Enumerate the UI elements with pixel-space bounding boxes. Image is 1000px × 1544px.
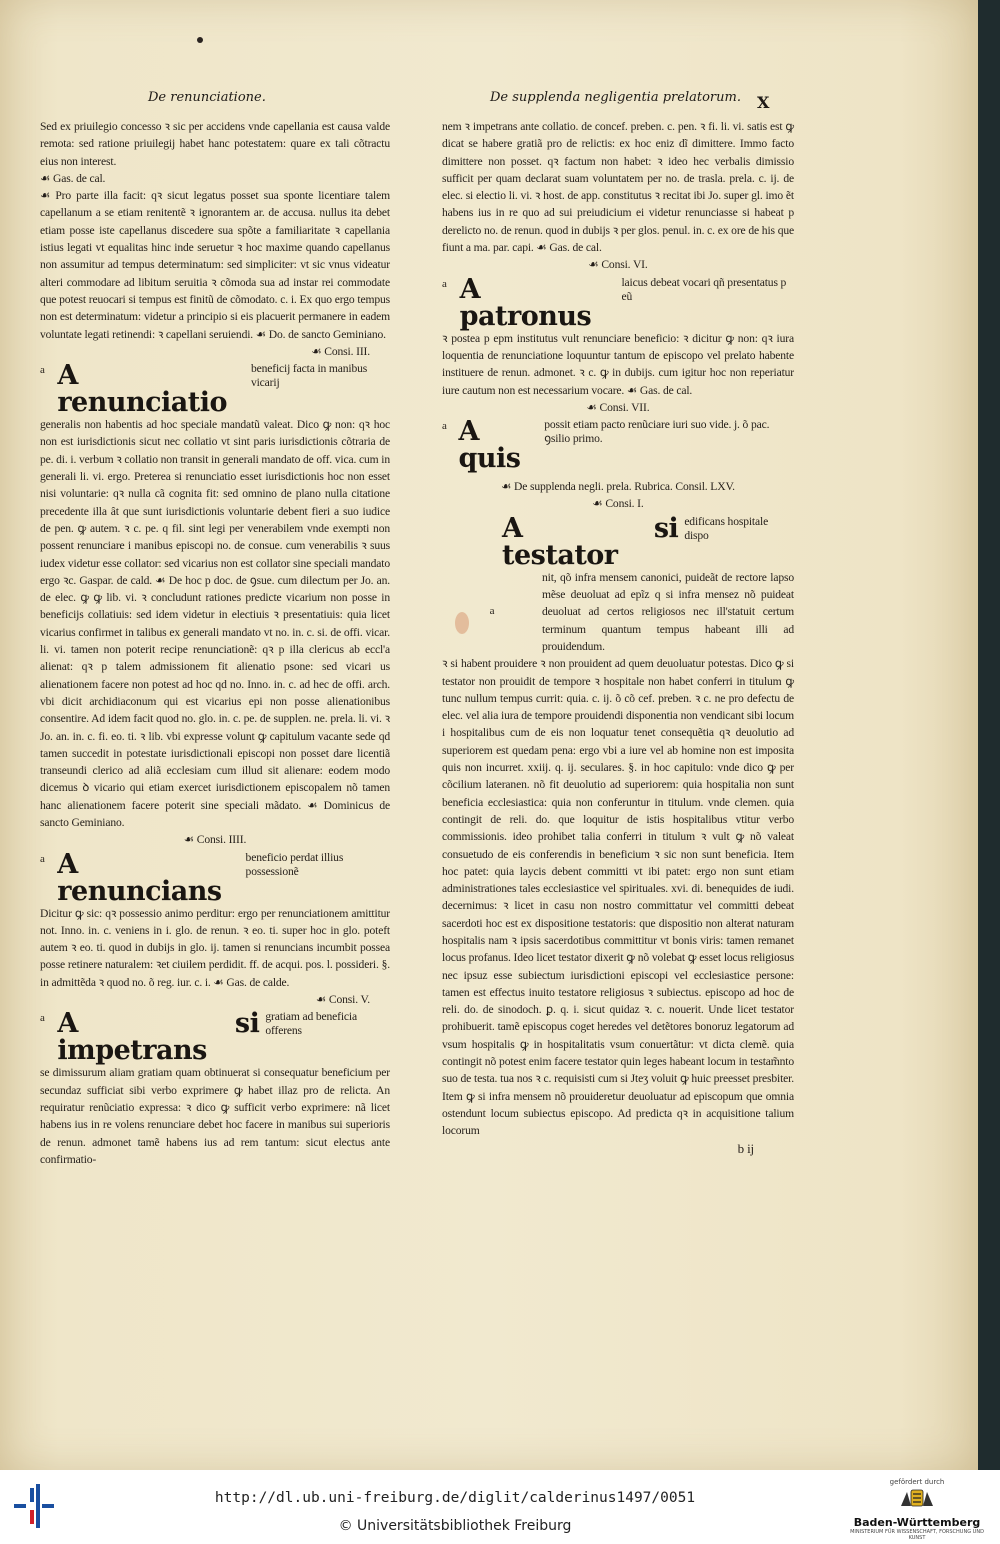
initial-row [40, 360, 390, 419]
consilium-heading: ☙ Consi. V. [315, 993, 370, 1007]
margin-mark: a [40, 364, 45, 377]
consilium-heading: ☙ Consi. IIII. [183, 833, 247, 847]
sponsor-ministry: MINISTERIUM FÜR WISSENSCHAFT, FORSCHUNG UND KUNST [850, 1529, 984, 1541]
running-head-left: De renunciatione. [148, 90, 266, 105]
ink-dot [197, 37, 203, 43]
large-initial: A quis [458, 416, 521, 475]
citation: ☙ Gas. de cal. [40, 171, 106, 185]
paragraph: nem ꝛ impetrans ante collatio. de concef. preben. c. pen. ꝛ fi. li. vi. satis est ꝙ dicat se habere gratiã pro de relictis: ex hoc eniz dĩ dimittere. Immo facto dimittere non posset. qꝛ factum non habet: ꝛ ideo hec verbalis dimissio sufficit per quam declarat suam voluntatem per no. de trasla. prela. c. ij. de elec. si electio li. vi. ꝛ host. de app. constitutus ꝛ recitat ibi Jo. super gl. imo ẽt habens ius in re quo ad sui preiudicium ei videtur renunciasse si habeat p derelicto no. de renun. quod in dubijs ꝛ per glos. penul. in. c. ex ore de his que fiunt a ma. par. capi. ☙ Gas. de cal. [442, 120, 794, 255]
running-head-right: De supplenda negligentia prelatorum. [490, 90, 741, 105]
initial-side-text: gratiam ad beneficia offerens [265, 1010, 357, 1038]
initial-side-text: beneficio perdat illius possessionẽ [245, 850, 344, 878]
margin-mark: a [40, 852, 45, 865]
paragraph: se dimissurum aliam gratiam quam obtinuerat si consequatur beneficium per secundaz sufficiat sibi verbo exprimere ꝙ habet illaz pro de relicta. An requiratur renũciatio expressa: ꝛ dico ꝙ sufficit verbo exprimere: nã licet habens ius in re volens renunciare debet hoc facere in manibus sui superioris de renun. admonet tamẽ habens ius ad rem tantum: sicut electus ante confirmatio- [40, 1066, 390, 1166]
initial-side-text: edificans hospitale dispo [684, 514, 769, 542]
rubric-heading: ☙ De supplenda negli. prela. Rubrica. Consil. LXV. [501, 480, 735, 494]
consilium-heading: ☙ Consi. I. [592, 497, 644, 511]
permalink-url[interactable]: http://dl.ub.uni-freiburg.de/diglit/calderinus1497/0051 [214, 1490, 696, 1506]
paragraph: ꝛ postea p epm institutus vult renunciare beneficio: ꝛ dicitur ꝙ non: qꝛ iura loquentia de renunciatione loquuntur tantum de episcopo vel prelato habente instituere de renun. admonet. ꝛ c. ꝙ in dubijs. cum igitur hoc non reperiatur iure cautum non est necessarium vocare. ☙ Gas. de cal. [442, 331, 794, 397]
consilium-heading: ☙ Consi. III. [311, 344, 370, 358]
initial-row [442, 512, 794, 571]
paragraph: generalis non habentis ad hoc speciale mandatũ valeat. Dico ꝙ non: qꝛ hoc non est iurisdictionis sicut nec collatio vt sint paris iurisdictionis cõtraria de pe. di. i. verbum ꝛ collatio non transit in generali mandato de off. vica. cum in generali li. vi. ergo. Preterea si renunciatio esset iurisdictionis hoc non esset nisi voluntarie: qꝛ nulla cã cognita fit: sed omnino de plano nulla citatione precedente illa ât que sunt iurisdictionis voluntarie debent fieri a suo iudice de pen. ꝙ autem. ꝛ c. pe. q fil. sint legi per venerabilem vnde exempti non possent renunciare i manibus episcopi no. de consue. cum venerabilis ꝛ suus iudex videtur esse collator: sed vicarius non est collator sine speciali mandato ergo ꝛc. Gaspar. de cald. ☙ De hoc p doc. de ꝯsue. cum dilectum per Jo. an. de elec. ꝙ ꝙ lib. vi. ꝛ concludunt rationes predicte vicarium non posse in beneficijs collatiuis: sed idem videtur in electiuis ꝛ presentatiuis: quia licet vicarius confirmet in talibus ex generali mandato vt no. in. c. si. de offi. vicar. li. vi. tamen non poterit recipe renunciationẽ: qꝛ p illa clericus ab eccl'a alienat: qꝛ p talem admissionem fit alienatio psone: sed vicari us alienationem facere non potest ad hoc qd no. Inno. in. c. ad hec de offi. arch. vbi dicit archidiaconum qui est vicarius epi non posse alienationibus consentire. Ad idem facit quod no. glo. in. c. pe. de supplen. ne. prela. li. vi. ꝛ Jo. an. in. c. fi. eo. ti. ꝛ lib. vbi expresse volunt ꝙ capitulum vacante sede qd tamen succedit in potestate iurisdictionali episcopi non posset dare licentiã transeundi clerico ad aliã ecclesiam cum illud sit alienare: eodem modo dicemus ꝺ vicario qui etiam exercet iurisdictionem episcopalem nõ tamen hanc alienationem facere poterit sine speciali mãdato. ☙ Dominicus de sancto Geminiano. [40, 418, 390, 829]
margin-mark: a [442, 277, 447, 290]
consilium-heading: ☙ Consi. VI. [588, 258, 648, 272]
paragraph: ꝛ si habent prouidere ꝛ non prouident ad quem deuoluatur potestas. Dico ꝙ si testator non prouidit de tempore ꝛ hospitale non habet conferri in titulum ꝙ tunc nullum tempus currit: quia. c. ij. õ cõ cef. preben. ꝛ c. ne pro defectu de elec. vel alia iura de tempore prouidendi disponentia non vendicant sibi locum i hospitalibus cum de eis non loquatur tenet consequẽtia qꝛ deuolutio ad superiorem est quedam pena: ergo vbi a iure vel ab homine non est imposita quis non incurret. xxiij. q. ij. seculares. §. in hoc capitulo: vnde dico ꝙ per cõcilium lateranen. nõ fit deuolutio ad superiorem: quia hospitalia non sunt beneficia ecclesiastica: quia non conferuntur in titulum. vnde clemen. quia contingit de reli. do. que loquitur de istis hospitalibus vtitur verbo commissionis. ideo prohibet talia conferri in titulum ꝛ vult ꝙ nõ valeat consuetudo de eis conferendis in beneficium ꝛ sic non sunt beneficia. Item hoc patet: quia laycis debent committi vt ibi patet: ergo non sunt etiam administrationes tales ecclesiastice vel spirituales. xvi. di. benequides de iudi. decernimus: ꝛ licet in casu non nostro committatur vel committi debeat sacerdoti hoc est ex dispositione testatoris: que dispositio non alterat naturam hospitalis nam ꝛ ipsis sacerdotibus committitur vt bonis viris: tamen remanet locus profanus. Ideo licet testator dixerit ꝙ nõ volebat ꝙ esset locus religiosus nec ipsuz esse subiectum iurisdictioni episcopi vel ecclesiastice persone: tamen est effectus inuito testatore religiosus ꝛ subiectus. episcopo ad hoc de reli. do. de sinodoch. ꝑ. q. i. sicut quidaz ꝛ. c. nouerit. Unde licet testator prohibuerit. tamẽ episcopus coget heredes vel detẽtores bonoruz legatorum ad vsum hospitalis ꝙ in hospitalitatis vsum conuertãtur: vt dicta clemẽ. quia contingit nõ potest enim facere testator quin leges habeant locum in testam̃nto suo de testa. tua nos ꝛ c. requisisti cum si Jteʒ voluit ꝙ huic preesset presbiter. Item ꝙ si infra mensem nõ prouideretur deuoluatur ad episcopum que omnia ostendunt locum subiectus episcopo. Ad predicta qꝛ in acquisitione talium locorum [442, 657, 794, 1138]
paper-stain [455, 612, 469, 634]
large-initial: A renunciatio [57, 360, 228, 419]
initial-row [40, 848, 390, 907]
paragraph: Dicitur ꝙ sic: qꝛ possessio animo perditur: ergo per renunciationem amittitur not. Inno. in. c. veniens in i. glo. de renun. ꝛ eo. ti. super hoc in glo. poteft autem ꝛ eo. ti. quod in dubijs in glo. ij. tamen si renuncians incumbit possea posse retinere naturalem: ꝛet ciuilem perdidit. ff. de acqui. pos. l. possideri. §. in admittẽda ꝛ quod no. õ reg. iur. c. i. ☙ Gas. de calde. [40, 906, 390, 989]
large-initial: A renuncians [57, 848, 222, 907]
paragraph: nit, qõ infra mensem canonici, puideãt de rectore lapso mẽse deuoluat ad epĩz q si infra mensez nõ puideat deuoluat ad certos religiosos nec ill'statuit certum terminum quantum tempus habeant illi ad prouidendum. [542, 570, 794, 653]
initial-row [40, 1008, 390, 1067]
folio-number: X [757, 93, 770, 112]
indented-block [442, 569, 794, 655]
sponsor-label: gefördert durch [889, 1478, 945, 1486]
large-initial: A patronus [459, 273, 592, 332]
initial-side-text: beneficij facta in manibus vicarij [250, 362, 368, 390]
margin-mark: a [442, 420, 447, 433]
consilium-heading: ☙ Consi. VII. [586, 400, 650, 414]
paragraph: ☙ Pro parte illa facit: qꝛ sicut legatus posset sua sponte licentiare talem capellanum a se etiam renitentẽ ꝛ ignorantem ar. de accusa. nullus ita debet etiam posse iste capellanus discedere sua spõte a familiaritate ꝛ capellania istius legati vt equalitas hinc inde seruetur ꝛ hoc maxime quando capellanus non assumitur ad tempus determinatum: sed simpliciter: vt sic vnus videatur alteri commodare ad libitum seruitia ꝛ cõmoda sua ad instar rei commodate que potest reuocari si tempus est finitũ de cõmodato. c. i. Ex quo ergo tempus non est determinatum: videtur a principio si eis placuerit permanere in eadem voluntate legati retinendi: ꝛ capellani seruiendi. ☙ Do. de sancto Geminiano. [40, 189, 390, 341]
large-initial: A si testator [502, 512, 679, 571]
copyright-notice: © Universitätsbibliothek Freiburg [338, 1518, 572, 1534]
large-initial: A si impetrans [57, 1008, 260, 1067]
coat-of-arms-icon [897, 1488, 937, 1510]
initial-row [442, 416, 794, 475]
initial-row [442, 273, 794, 332]
initial-side-text: laicus debeat vocari qñ presentatus p eũ [621, 275, 787, 303]
sponsor-block [842, 1478, 992, 1541]
viewer-footer [0, 1470, 1000, 1544]
initial-side-text: possit etiam pacto renũciare iuri suo vide. j. õ pac. ꝯsilio primo. [544, 418, 770, 446]
margin-mark: a [40, 1012, 45, 1025]
left-column [40, 118, 390, 1168]
margin-mark: a [489, 604, 495, 617]
paragraph: Sed ex priuilegio concesso ꝛ sic per accidens vnde capellania est causa valde remota: sed ratione priuilegij habet hanc potestatem: quare ex tali cõtractu eius non interest. [40, 120, 390, 168]
sponsor-name: Baden-Württemberg [853, 1516, 981, 1529]
signature-mark: b ij [737, 1140, 754, 1156]
right-column [442, 118, 794, 1157]
